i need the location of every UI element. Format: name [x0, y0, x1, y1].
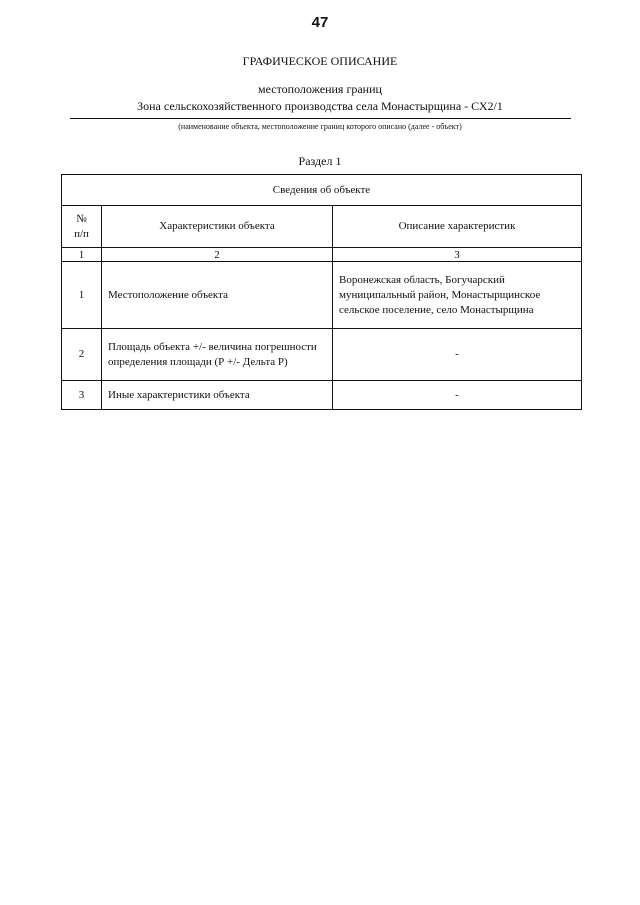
row-number: 2	[62, 329, 102, 381]
object-caption: (наименование объекта, местоположение границ которого описано (далее - объект)	[178, 122, 462, 131]
document-title: ГРАФИЧЕСКОЕ ОПИСАНИЕ	[242, 54, 398, 68]
document-subtitle: местоположения границ	[258, 82, 382, 96]
table-header-row	[62, 206, 582, 248]
row-description: Воронежская область, Богучарский муниципальный район, Монастырщинское сельское поселение, село Монастырщина	[333, 262, 582, 329]
column-number-2: 2	[102, 248, 333, 262]
header-number-label: № п/п	[74, 212, 89, 240]
header-characteristic: Характеристики объекта	[102, 206, 333, 248]
row-description: -	[333, 329, 582, 381]
column-number-3: 3	[333, 248, 582, 262]
object-info-table	[61, 174, 582, 410]
header-description: Описание характеристик	[333, 206, 582, 248]
page-number: 47	[311, 14, 329, 31]
row-number: 3	[62, 381, 102, 410]
table-row	[62, 329, 582, 381]
column-number-1: 1	[62, 248, 102, 262]
row-characteristic: Местоположение объекта	[102, 262, 333, 329]
row-number: 1	[62, 262, 102, 329]
table-row	[62, 262, 582, 329]
table-row	[62, 381, 582, 410]
row-description: -	[333, 381, 582, 410]
underline-rule	[70, 118, 571, 119]
column-number-row	[62, 248, 582, 262]
row-characteristic: Площадь объекта +/- величина погрешности определения площади (Р +/- Дельта Р)	[102, 329, 333, 381]
header-number	[62, 206, 102, 248]
section-title: Раздел 1	[298, 154, 342, 168]
object-name: Зона сельскохозяйственного производства села Монастырщина - СХ2/1	[137, 99, 503, 113]
table-caption: Сведения об объекте	[62, 175, 582, 206]
row-characteristic: Иные характеристики объекта	[102, 381, 333, 410]
table-caption-row	[62, 175, 582, 206]
